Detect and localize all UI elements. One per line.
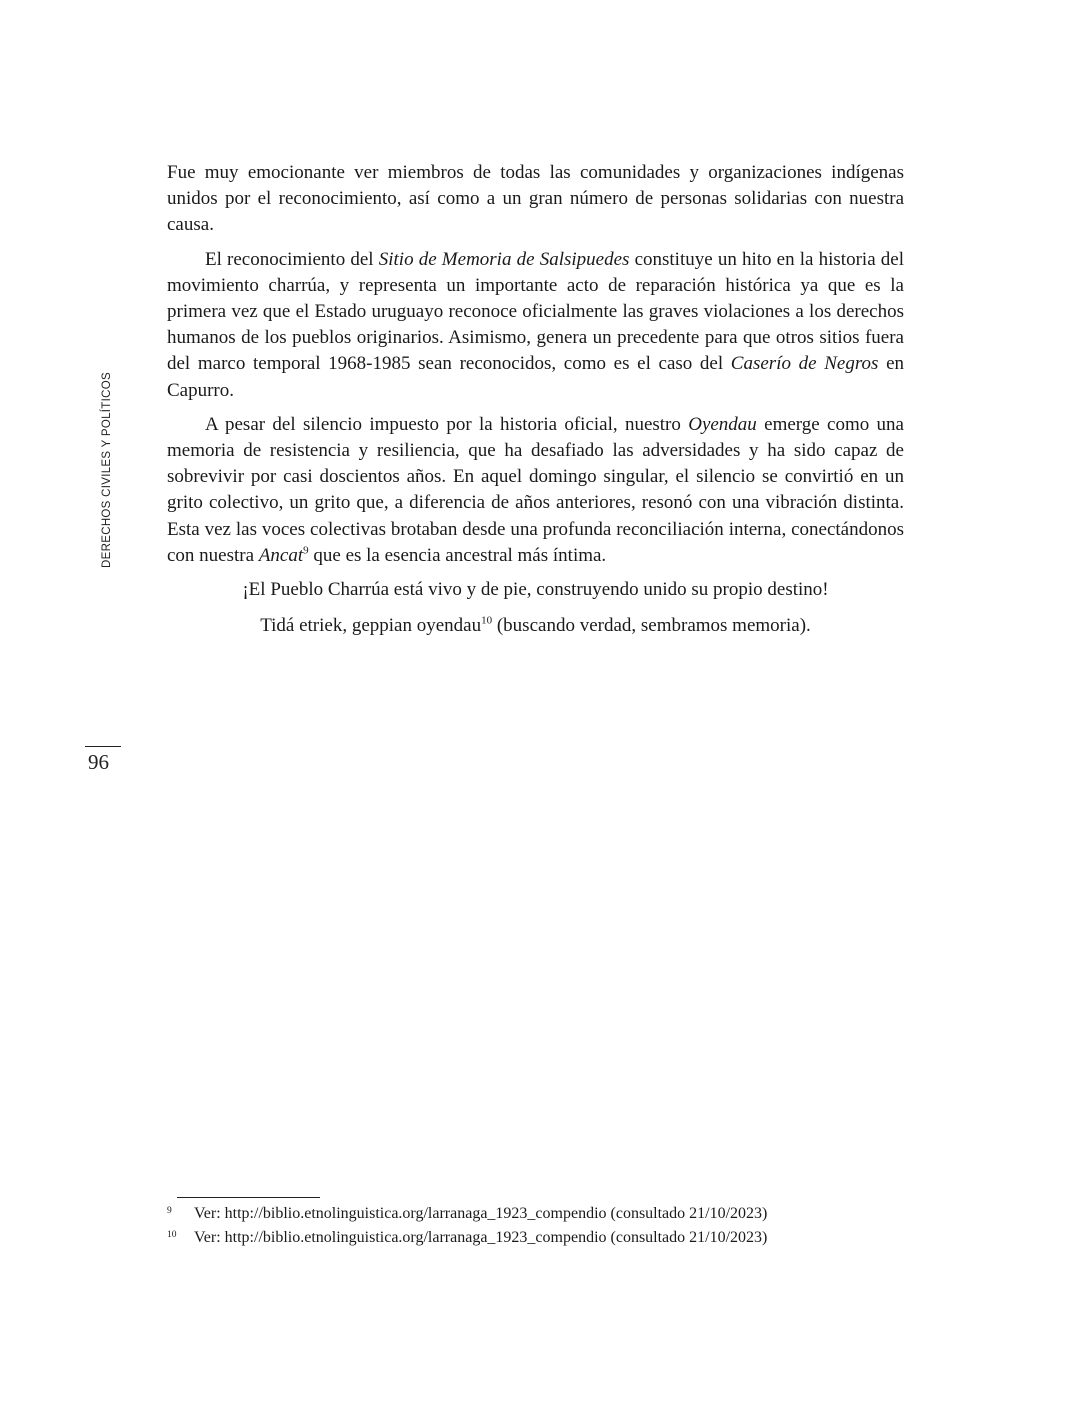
paragraph-3-italic-a: Oyendau (688, 413, 757, 435)
running-header-text: DERECHOS CIVILES Y POLÍTICOS (101, 372, 113, 568)
paragraph-2-text-c: en Capurro. (167, 353, 904, 401)
body-text (167, 160, 904, 649)
footnote-text: Ver: http://biblio.etnolinguistica.org/larranaga_1923_compendio (consultado 21/10/2023) (194, 1229, 768, 1246)
page-number-rule (85, 746, 121, 747)
paragraph-2-text-a: El reconocimiento del (205, 248, 379, 270)
running-header (97, 370, 117, 570)
footnote-text: Ver: http://biblio.etnolinguistica.org/larranaga_1923_compendio (consultado 21/10/2023) (194, 1205, 768, 1222)
footnote-rule (177, 1197, 320, 1198)
footnote-10 (167, 1227, 904, 1251)
footnote-number: 9 (167, 1206, 172, 1216)
paragraph-5 (167, 613, 904, 639)
footnote-ref-10: 10 (481, 614, 493, 627)
paragraph-2-text-b: constituye un hito en la historia del movimiento charrúa, y representa un importante acto de reparación histórica ya que es la primera vez que el Estado uruguayo reconoce oficialmente las graves violaciones a los derechos humanos de los pueblos originarios. Asimismo, genera un precedente para que otros sitios fuera del marco temporal 1968-1985 sean reconocidos, como es el caso del (167, 248, 904, 375)
footnote-9 (167, 1203, 904, 1227)
paragraph-3-text-c: que es la esencia ancestral más íntima. (308, 544, 607, 566)
footnotes (167, 1203, 904, 1251)
paragraph-2 (167, 247, 904, 404)
page-number: 96 (88, 750, 109, 774)
paragraph-3-text-a: A pesar del silencio impuesto por la historia oficial, nuestro (205, 413, 689, 435)
paragraph-2-italic-a: Sitio de Memoria de Salsipuedes (378, 248, 630, 270)
paragraph-3 (167, 412, 904, 569)
paragraph-1: Fue muy emocionante ver miembros de todas las comunidades y organizaciones indígenas unidos por el reconocimiento, así como a un gran número de personas solidarias con nuestra causa. (167, 162, 904, 236)
footnote-number: 10 (167, 1230, 177, 1240)
paragraph-5-text-b: (buscando verdad, sembramos memoria). (492, 615, 811, 637)
paragraph-3-text-b: emerge como una memoria de resistencia y resiliencia, que ha desafiado las adversidades y ha sido capaz de sobrevivir por casi doscientos años. En aquel domingo singular, el silencio se convirtió en un grito colectivo, un grito que, a diferencia de años anteriores, resonó con una vibración distinta. Esta vez las voces colectivas brotaban desde una profunda reconciliación interna, conectándonos con nuestra (167, 413, 904, 566)
paragraph-4: ¡El Pueblo Charrúa está vivo y de pie, construyendo unido su propio destino! (242, 579, 829, 601)
paragraph-3-italic-b: Ancat (258, 544, 304, 566)
paragraph-5-text-a: Tidá etriek, geppian oyendau (260, 615, 482, 637)
paragraph-2-italic-b: Caserío de Negros (730, 353, 879, 375)
footnote-ref-9: 9 (303, 544, 309, 557)
